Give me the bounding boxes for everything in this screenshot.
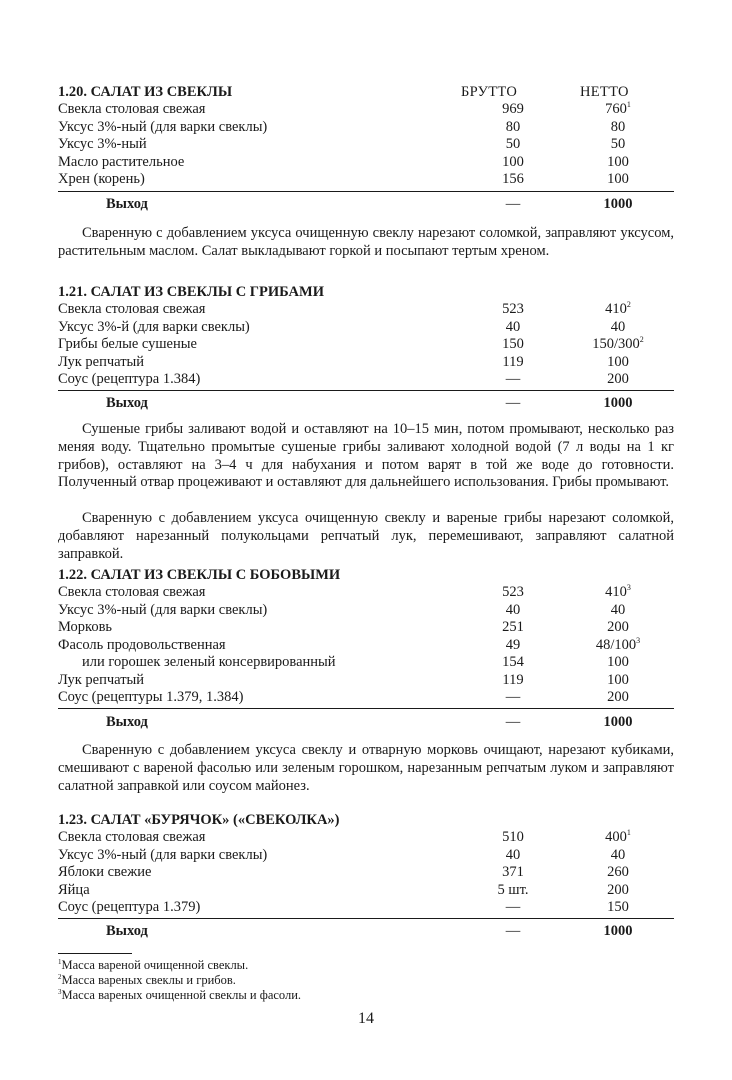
ingredient-row: Соус (рецептура 1.384) — 200 — [58, 371, 629, 387]
page-number: 14 — [358, 1010, 374, 1027]
ingredient-row: Лук репчатый 119 100 — [58, 353, 629, 370]
ingredient-row: Соус (рецептуры 1.379, 1.384) — 200 — [58, 689, 629, 705]
ingredient-row: Уксус 3%-ный (для варки свеклы) 80 80 — [58, 118, 626, 135]
footnote: $^2$Масса вареных свеклы и грибов. — [58, 972, 236, 987]
footnote: $^1$Масса вареной очищенной свеклы. — [58, 957, 249, 972]
brutto-header: БРУТТО — [461, 84, 518, 100]
recipe-1-20 — [58, 83, 674, 213]
ingredient-row: Уксус 3%-ный (для варки свеклы) 40 40 — [58, 846, 626, 863]
ingredient-row: Масло растительное 100 100 — [58, 153, 629, 170]
footnote-ref: 1 — [626, 828, 631, 838]
table-divider — [58, 191, 674, 192]
footnote-divider — [58, 953, 132, 954]
footnote-ref: 3 — [626, 583, 631, 593]
ingredient-row: Лук репчатый 119 100 — [58, 671, 629, 688]
ingredient-row: Свекла столовая свежая 969 $760^1$ — [58, 100, 631, 117]
recipe-1-23 — [58, 811, 674, 940]
recipe-instructions: Сваренную с добавлением уксуса свеклу и отварную морковь очищают, нарезают кубиками, смешивают с вареной фасолью или зеленым горошком, нарезанным репчатым луком и заправляют салатной заправкой или соусом майонез. — [58, 742, 674, 794]
ingredient-row: Хрен (корень) 156 100 — [58, 171, 629, 187]
footnote-ref: 3 — [636, 635, 641, 645]
recipe-title: 1.21. САЛАТ ИЗ СВЕКЛЫ С ГРИБАМИ — [58, 284, 324, 300]
ingredient-row: Уксус 3%-й (для варки свеклы) 40 40 — [58, 318, 626, 335]
ingredient-row: Свекла столовая свежая 510 $400^1$ — [58, 828, 631, 845]
recipe-title: 1.20. САЛАТ ИЗ СВЕКЛЫ — [58, 84, 233, 100]
recipe-1-22 — [58, 566, 674, 731]
yield-row: Выход — 1000 — [106, 922, 633, 939]
ingredient-row: Уксус 3%-ный (для варки свеклы) 40 40 — [58, 601, 626, 618]
yield-row: Выход — 1000 — [106, 394, 633, 411]
recipe-title: 1.23. САЛАТ «БУРЯЧОК» («СВЕКОЛКА») — [58, 812, 340, 828]
table-divider — [58, 390, 674, 391]
netto-header: НЕТТО — [580, 84, 629, 100]
ingredient-row: Яблоки свежие 371 260 — [58, 864, 629, 880]
ingredient-row: Яйца 5 шт. 200 — [58, 881, 629, 898]
ingredient-row: или горошек зеленый консервированный 154 100 — [82, 654, 629, 670]
ingredient-row: Свекла столовая свежая 523 $410^3$ — [58, 583, 631, 600]
recipe-instructions: Сваренную с добавлением уксуса очищенную свеклу и вареные грибы нарезают соломкой, добавляют нарезанный полукольцами репчатый лук, перемешивают, заправляют салатной заправкой. — [58, 510, 674, 562]
footnote-ref: 2 — [639, 335, 644, 345]
ingredient-row: Морковь 251 200 — [58, 619, 629, 635]
ingredient-row: Уксус 3%-ный 50 50 — [58, 136, 626, 152]
ingredient-row: Грибы белые сушеные 150 $150/300^2$ — [58, 335, 644, 352]
ingredient-row: Свекла столовая свежая 523 $410^2$ — [58, 300, 631, 317]
yield-row: Выход — 1000 — [106, 195, 633, 212]
footnote-ref: 1 — [626, 100, 631, 110]
recipe-instructions: Сваренную с добавлением уксуса очищенную свеклу нарезают соломкой, заправляют уксусом, растительным маслом. Салат выкладывают горкой и посыпают тертым хреном. — [58, 225, 674, 259]
recipe-instructions: Сушеные грибы заливают водой и оставляют на 10–15 мин, потом промывают, несколько раз меняя воду. Тщательно промытые сушеные грибы заливают холодной водой (7 л воды на 1 кг грибов), оставляют на 3–4 ч для набухания и потом варят в той же воде до готовности. Полученный отвар процеживают и оставляют для дальнейшего использования. Грибы промывают. — [58, 421, 674, 491]
footnote-ref: 2 — [626, 300, 631, 310]
table-divider — [58, 918, 674, 919]
table-divider — [58, 708, 674, 709]
ingredient-row: Соус (рецептура 1.379) — 150 — [58, 899, 629, 915]
recipe-1-21 — [58, 283, 674, 412]
recipe-title: 1.22. САЛАТ ИЗ СВЕКЛЫ С БОБОВЫМИ — [58, 567, 341, 583]
ingredient-row: Фасоль продовольственная 49 $48/100^3$ — [58, 635, 641, 653]
yield-row: Выход — 1000 — [106, 713, 633, 730]
footnote: $^3$Масса вареных очищенной свеклы и фасоли. — [58, 987, 302, 1002]
